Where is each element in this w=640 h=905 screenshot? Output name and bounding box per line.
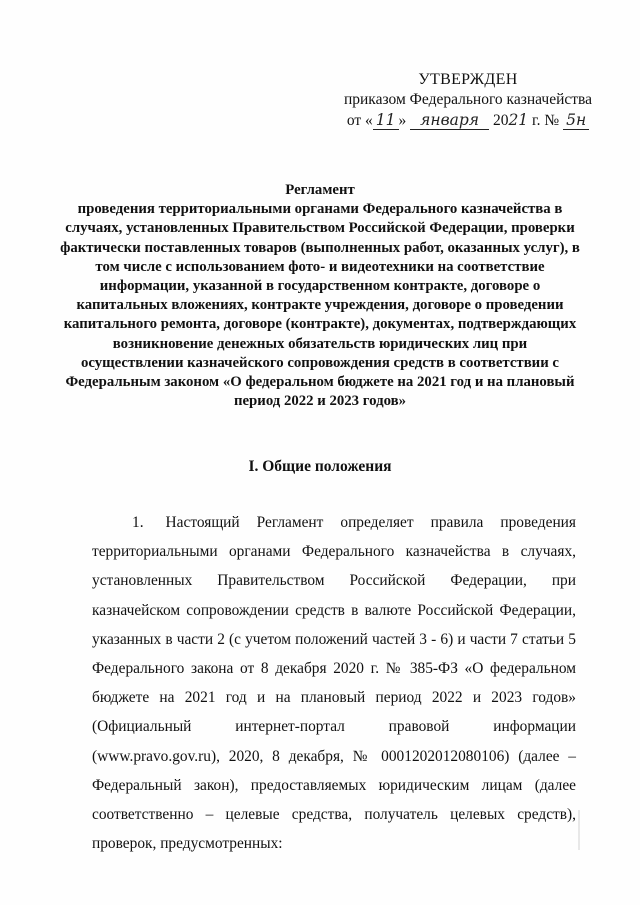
- date-mid: »: [398, 112, 407, 129]
- handwritten-month: января: [410, 111, 489, 130]
- approval-date-line: [318, 110, 618, 131]
- handwritten-order-number: 5н: [563, 111, 589, 130]
- year-prefix: 20: [492, 112, 509, 129]
- regulation-title-body: проведения территориальными органами Федерального казначейства в случаях, установленных Правительством Российской Федерации, проверки фактически поставленных товаров (выполненных работ, оказанных услуг), в том числе с использованием фото- и видеотехники на соответствие информации, указанной в государственном контракте, договоре о капитальных вложениях, контракте учреждения, договоре о проведении капитального ремонта, договоре (контракте), документах, подтверждающих возникновение денежных обязательств юридических лиц при осуществлении казначейского сопровождения средств в соответствии с Федеральным законом «О федеральном бюджете на 2021 год и на плановый период 2022 и 2023 годов»: [60, 201, 580, 410]
- scan-mark: [578, 810, 580, 850]
- approval-block: [318, 70, 618, 131]
- date-prefix: от «: [346, 112, 373, 129]
- approval-order-line: приказом Федерального казначейства: [343, 91, 593, 108]
- regulation-heading: Регламент: [285, 182, 355, 198]
- section-heading: I. Общие положения: [248, 458, 392, 475]
- regulation-title: [60, 181, 580, 411]
- paragraph-number: 1.: [132, 514, 144, 531]
- paragraph-text: Настоящий Регламент определяет правила проведения территориальными органами Федерального казначейства в случаях, установленных Правительством Российской Федерации, при казначейском сопровождении средств в валюте Российской Федерации, указанных в части 2 (с учетом положений частей 3 - 6) и части 7 статьи 5 Федерального закона от 8 декабря 2020 г. № 385-ФЗ «О федеральном бюджете на 2021 год и на плановый период 2022 и 2023 годов» (Официальный интернет-портал правовой информации (www.pravo.gov.ru), 2020, 8 декабря, № 0001202012080106) (далее – Федеральный закон), предоставляемых юридическим лицам (далее соответственно – целевые средства, получатель целевых средств), проверок, предусмотренных:: [92, 514, 576, 853]
- approval-title: УТВЕРЖДЕН: [418, 71, 518, 88]
- paragraph-1: [92, 508, 576, 858]
- year-mid: г. №: [528, 112, 560, 129]
- handwritten-year-suffix: 21: [508, 111, 529, 129]
- handwritten-day: 11: [373, 111, 399, 130]
